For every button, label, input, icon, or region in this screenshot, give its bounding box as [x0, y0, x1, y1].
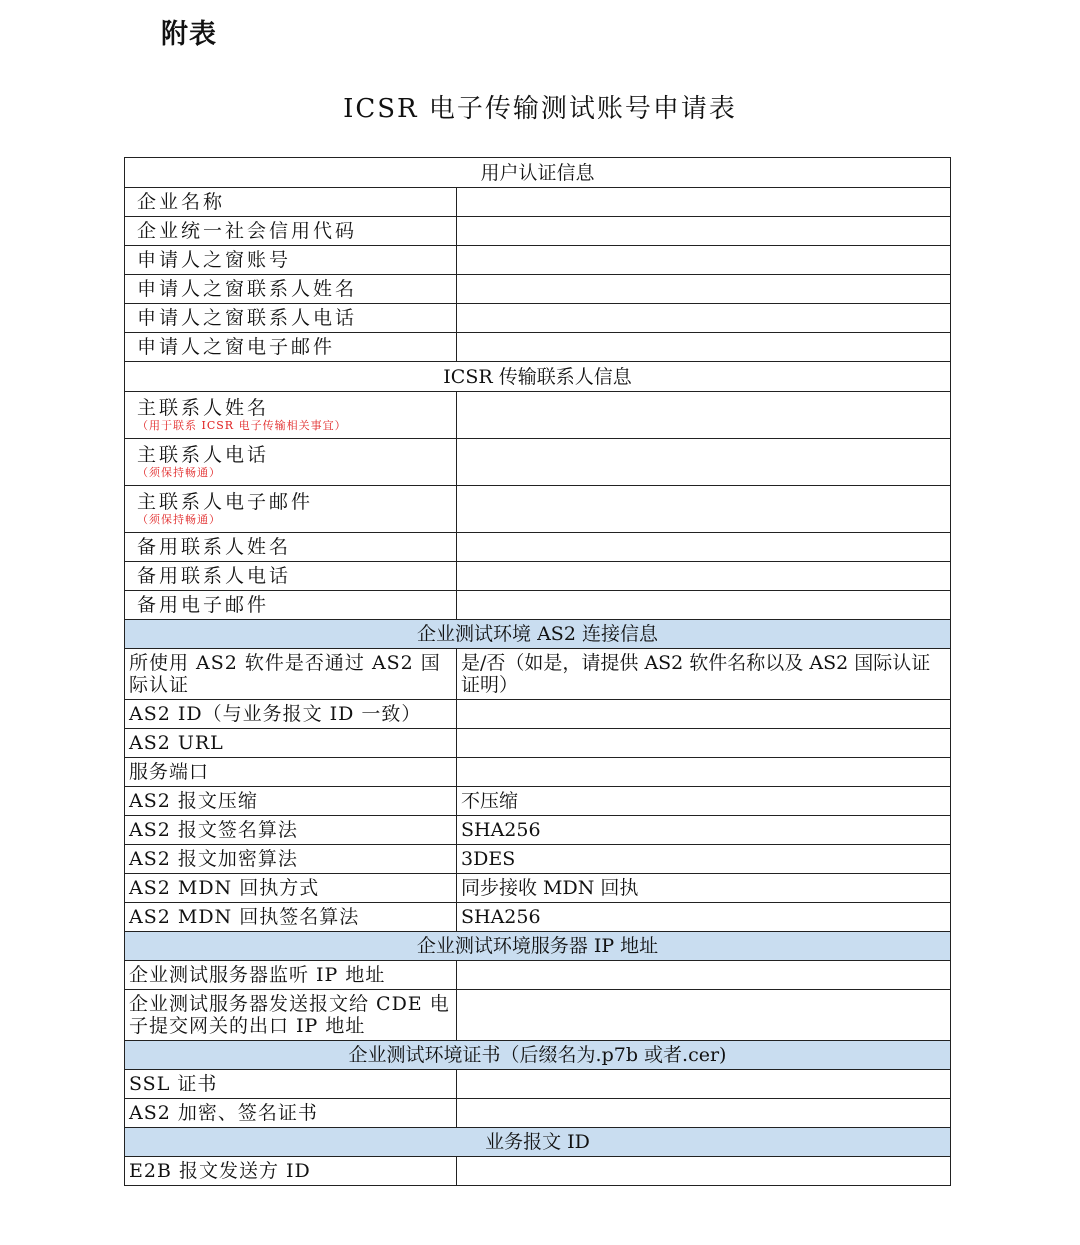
row-label — [125, 439, 457, 486]
e2b-sender-id-field[interactable] — [457, 1157, 951, 1186]
company-name-field[interactable] — [457, 188, 951, 217]
applicant-account-field[interactable] — [457, 246, 951, 275]
row-label: 申请人之窗联系人电话 — [125, 304, 457, 333]
backup-contact-name-field[interactable] — [457, 533, 951, 562]
row-label: 申请人之窗账号 — [125, 246, 457, 275]
row-label: 企业统一社会信用代码 — [125, 217, 457, 246]
section-title: 企业测试环境服务器 IP 地址 — [125, 932, 951, 961]
form-row-as2-cert — [125, 1099, 951, 1128]
row-label: 企业测试服务器监听 IP 地址 — [125, 961, 457, 990]
row-label — [125, 392, 457, 439]
primary-contact-phone-field[interactable] — [457, 439, 951, 486]
ssl-cert-field[interactable] — [457, 1070, 951, 1099]
primary-contact-email-field[interactable] — [457, 486, 951, 533]
row-label-text: 主联系人电子邮件 — [137, 491, 314, 513]
row-label-text: 主联系人电话 — [137, 444, 270, 466]
row-label: AS2 报文签名算法 — [125, 816, 457, 845]
as2-cert-field[interactable] — [457, 1099, 951, 1128]
row-label: 企业测试服务器发送报文给 CDE 电子提交网关的出口 IP 地址 — [125, 990, 457, 1041]
form-row-as2-id — [125, 700, 951, 729]
section-header-server-ip — [125, 932, 951, 961]
form-row-as2-sign-algo — [125, 816, 951, 845]
form-row-primary-contact-name — [125, 392, 951, 439]
row-note: （须保持畅通） — [137, 466, 221, 479]
service-port-field[interactable] — [457, 758, 951, 787]
section-title: 企业测试环境证书（后缀名为.p7b 或者.cer) — [125, 1041, 951, 1070]
form-row-listen-ip — [125, 961, 951, 990]
row-label: AS2 MDN 回执签名算法 — [125, 903, 457, 932]
row-label: 备用电子邮件 — [125, 591, 457, 620]
row-label: SSL 证书 — [125, 1070, 457, 1099]
row-label: 所使用 AS2 软件是否通过 AS2 国际认证 — [125, 649, 457, 700]
row-label: AS2 加密、签名证书 — [125, 1099, 457, 1128]
as2-encrypt-algo-field[interactable]: 3DES — [457, 845, 951, 874]
row-note: （用于联系 ICSR 电子传输相关事宜） — [137, 419, 347, 432]
section-header-icsr-contact — [125, 362, 951, 392]
form-row-primary-contact-email — [125, 486, 951, 533]
applicant-contact-name-field[interactable] — [457, 275, 951, 304]
form-row-applicant-contact-phone — [125, 304, 951, 333]
section-header-as2 — [125, 620, 951, 649]
as2-sign-algo-field[interactable]: SHA256 — [457, 816, 951, 845]
row-label: 申请人之窗联系人姓名 — [125, 275, 457, 304]
form-row-as2-encrypt-algo — [125, 845, 951, 874]
primary-contact-name-field[interactable] — [457, 392, 951, 439]
row-label: E2B 报文发送方 ID — [125, 1157, 457, 1186]
form-row-company-name — [125, 188, 951, 217]
section-title: ICSR 传输联系人信息 — [125, 362, 951, 392]
form-row-service-port — [125, 758, 951, 787]
form-row-e2b-sender-id — [125, 1157, 951, 1186]
form-title: ICSR 电子传输测试账号申请表 — [343, 94, 737, 124]
appendix-label: 附表 — [161, 19, 217, 50]
applicant-email-field[interactable] — [457, 333, 951, 362]
form-row-backup-contact-phone — [125, 562, 951, 591]
row-label: AS2 ID（与业务报文 ID 一致） — [125, 700, 457, 729]
section-header-certs — [125, 1041, 951, 1070]
section-title: 企业测试环境 AS2 连接信息 — [125, 620, 951, 649]
as2-id-field[interactable] — [457, 700, 951, 729]
as2-certified-field[interactable]: 是/否（如是，请提供 AS2 软件名称以及 AS2 国际认证证明） — [457, 649, 951, 700]
form-row-applicant-email — [125, 333, 951, 362]
row-label: AS2 MDN 回执方式 — [125, 874, 457, 903]
row-label: 企业名称 — [125, 188, 457, 217]
form-row-applicant-contact-name — [125, 275, 951, 304]
listen-ip-field[interactable] — [457, 961, 951, 990]
form-row-as2-certified — [125, 649, 951, 700]
row-label: AS2 报文加密算法 — [125, 845, 457, 874]
row-note: （须保持畅通） — [137, 513, 221, 526]
egress-ip-field[interactable] — [457, 990, 951, 1041]
row-label: 备用联系人姓名 — [125, 533, 457, 562]
backup-contact-phone-field[interactable] — [457, 562, 951, 591]
row-label: 服务端口 — [125, 758, 457, 787]
credit-code-field[interactable] — [457, 217, 951, 246]
form-row-primary-contact-phone — [125, 439, 951, 486]
as2-compression-field[interactable]: 不压缩 — [457, 787, 951, 816]
row-label: 申请人之窗电子邮件 — [125, 333, 457, 362]
form-row-egress-ip — [125, 990, 951, 1041]
row-label: 备用联系人电话 — [125, 562, 457, 591]
row-label: AS2 URL — [125, 729, 457, 758]
form-row-credit-code — [125, 217, 951, 246]
backup-email-field[interactable] — [457, 591, 951, 620]
as2-mdn-sign-algo-field[interactable]: SHA256 — [457, 903, 951, 932]
form-row-backup-email — [125, 591, 951, 620]
form-row-backup-contact-name — [125, 533, 951, 562]
section-title: 业务报文 ID — [125, 1128, 951, 1157]
form-row-as2-url — [125, 729, 951, 758]
form-row-as2-mdn-mode — [125, 874, 951, 903]
row-label — [125, 486, 457, 533]
row-label-text: 主联系人姓名 — [137, 397, 270, 419]
form-row-as2-compression — [125, 787, 951, 816]
section-header-business-id — [125, 1128, 951, 1157]
applicant-contact-phone-field[interactable] — [457, 304, 951, 333]
row-label: AS2 报文压缩 — [125, 787, 457, 816]
section-header-user-auth — [125, 158, 951, 188]
form-row-as2-mdn-sign-algo — [125, 903, 951, 932]
form-row-ssl-cert — [125, 1070, 951, 1099]
application-form-table — [124, 157, 951, 1186]
as2-url-field[interactable] — [457, 729, 951, 758]
as2-mdn-mode-field[interactable]: 同步接收 MDN 回执 — [457, 874, 951, 903]
form-row-applicant-account — [125, 246, 951, 275]
section-title: 用户认证信息 — [125, 158, 951, 188]
